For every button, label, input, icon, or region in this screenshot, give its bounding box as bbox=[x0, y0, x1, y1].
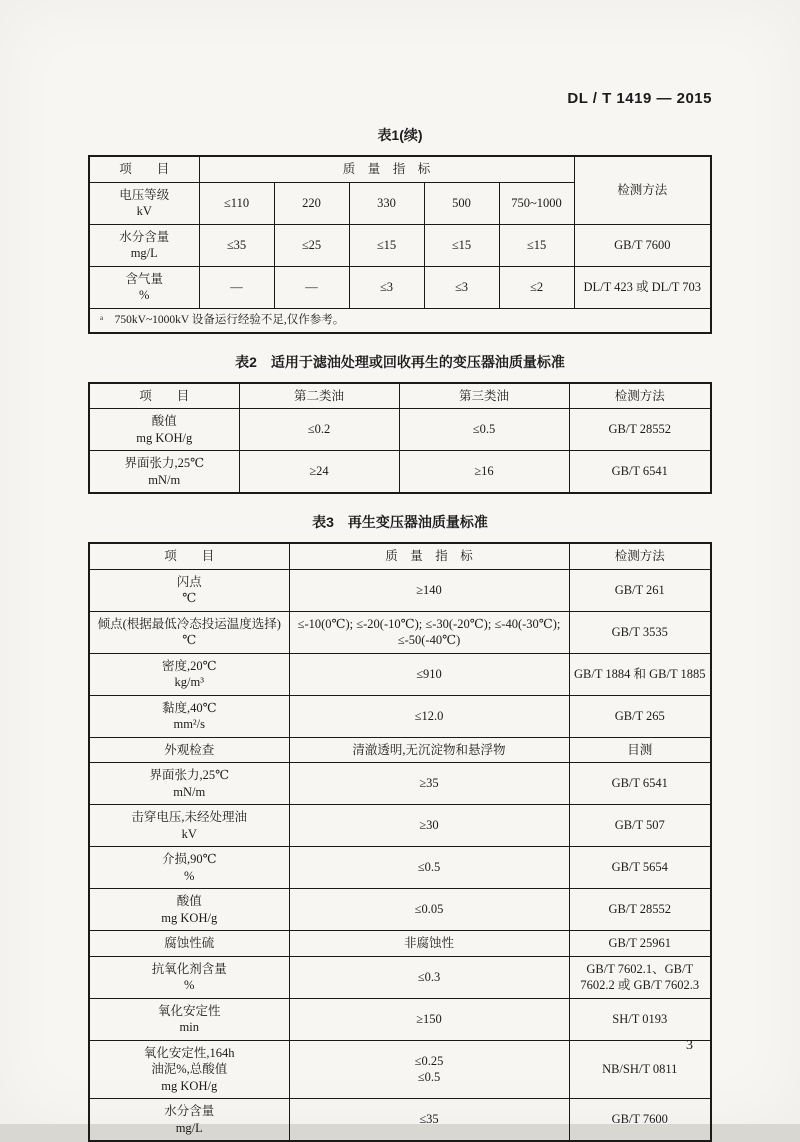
row-method: GB/T 3535 bbox=[569, 611, 711, 653]
row-value: ≥16 bbox=[399, 451, 569, 494]
table-row bbox=[89, 931, 711, 957]
table1-foot bbox=[89, 308, 711, 333]
row-label: 闪点 ℃ bbox=[89, 569, 289, 611]
row-label: 介损,90℃ % bbox=[89, 847, 289, 889]
row-label: 氧化安定性,164h 油泥%,总酸值 mg KOH/g bbox=[89, 1040, 289, 1099]
table1-footnote: ᵃ 750kV~1000kV 设备运行经验不足,仅作参考。 bbox=[89, 308, 711, 333]
table-row bbox=[89, 266, 711, 308]
table1-header-item: 项 目 bbox=[89, 156, 199, 182]
table-row bbox=[89, 451, 711, 494]
table-row bbox=[89, 763, 711, 805]
row-method: DL/T 423 或 DL/T 703 bbox=[574, 266, 711, 308]
table1-caption: 表1(续) bbox=[377, 127, 423, 143]
table1-voltage-label: 电压等级 kV bbox=[89, 182, 199, 224]
row-method: GB/T 25961 bbox=[569, 931, 711, 957]
table1-voltage-value: 750~1000 bbox=[499, 182, 574, 224]
table1 bbox=[88, 155, 712, 334]
table1-body bbox=[89, 224, 711, 308]
row-value: 清澈透明,无沉淀物和悬浮物 bbox=[289, 737, 569, 763]
row-value: ≤0.25 ≤0.5 bbox=[289, 1040, 569, 1099]
table2-body bbox=[89, 409, 711, 494]
row-value: ≤25 bbox=[274, 224, 349, 266]
row-method: GB/T 507 bbox=[569, 805, 711, 847]
row-method: GB/T 6541 bbox=[569, 763, 711, 805]
row-method: GB/T 6541 bbox=[569, 451, 711, 494]
row-label: 氧化安定性 min bbox=[89, 998, 289, 1040]
table1-header-method: 检测方法 bbox=[574, 156, 711, 224]
table2 bbox=[88, 382, 712, 495]
table2-head bbox=[89, 383, 711, 409]
row-value: ≤3 bbox=[424, 266, 499, 308]
row-method: GB/T 5654 bbox=[569, 847, 711, 889]
table2-header-method: 检测方法 bbox=[569, 383, 711, 409]
table3-body bbox=[89, 569, 711, 1141]
row-method: GB/T 1884 和 GB/T 1885 bbox=[569, 653, 711, 695]
row-value: — bbox=[199, 266, 274, 308]
table2-header-item: 项 目 bbox=[89, 383, 239, 409]
table3-caption: 表3 再生变压器油质量标准 bbox=[312, 514, 488, 531]
row-value: ≤0.5 bbox=[399, 409, 569, 451]
row-value: ≤15 bbox=[424, 224, 499, 266]
row-value: ≤35 bbox=[289, 1099, 569, 1142]
row-value: ≤12.0 bbox=[289, 695, 569, 737]
row-label: 界面张力,25℃ mN/m bbox=[89, 451, 239, 494]
row-value: ≥24 bbox=[239, 451, 399, 494]
table1-voltage-value: 500 bbox=[424, 182, 499, 224]
row-value: ≥30 bbox=[289, 805, 569, 847]
row-value: ≤-10(0℃); ≤-20(-10℃); ≤-30(-20℃); ≤-40(-30℃); ≤-50(-40℃) bbox=[289, 611, 569, 653]
row-label: 腐蚀性硫 bbox=[89, 931, 289, 957]
row-label: 酸值 mg KOH/g bbox=[89, 889, 289, 931]
table1-voltage-value: ≤110 bbox=[199, 182, 274, 224]
row-label: 界面张力,25℃ mN/m bbox=[89, 763, 289, 805]
page-number: 3 bbox=[686, 1038, 693, 1053]
table3-header-item: 项 目 bbox=[89, 543, 289, 569]
row-value: ≤15 bbox=[499, 224, 574, 266]
table-row bbox=[89, 409, 711, 451]
row-method: GB/T 7600 bbox=[574, 224, 711, 266]
table1-header-row bbox=[89, 156, 711, 182]
row-label: 抗氧化剂含量 % bbox=[89, 956, 289, 998]
row-method: GB/T 28552 bbox=[569, 889, 711, 931]
row-label: 酸值 mg KOH/g bbox=[89, 409, 239, 451]
table-row bbox=[89, 998, 711, 1040]
table-row bbox=[89, 805, 711, 847]
table-row bbox=[89, 847, 711, 889]
table-row bbox=[89, 569, 711, 611]
row-method: GB/T 261 bbox=[569, 569, 711, 611]
table-row bbox=[89, 1099, 711, 1142]
row-value: ≤0.3 bbox=[289, 956, 569, 998]
table1-voltage-value: 220 bbox=[274, 182, 349, 224]
row-label: 水分含量 mg/L bbox=[89, 1099, 289, 1142]
row-value: ≤15 bbox=[349, 224, 424, 266]
row-label: 黏度,40℃ mm²/s bbox=[89, 695, 289, 737]
row-label: 外观检查 bbox=[89, 737, 289, 763]
row-value: ≤0.2 bbox=[239, 409, 399, 451]
row-value: ≤35 bbox=[199, 224, 274, 266]
table-row bbox=[89, 653, 711, 695]
row-method: SH/T 0193 bbox=[569, 998, 711, 1040]
table-row bbox=[89, 611, 711, 653]
row-label: 水分含量 mg/L bbox=[89, 224, 199, 266]
table2-caption: 表2 适用于滤油处理或回收再生的变压器油质量标准 bbox=[235, 353, 565, 370]
row-value: ≥35 bbox=[289, 763, 569, 805]
row-label: 击穿电压,未经处理油 kV bbox=[89, 805, 289, 847]
table3 bbox=[88, 542, 712, 1142]
row-method: NB/SH/T 0811 bbox=[569, 1040, 711, 1099]
row-value: ≤0.5 bbox=[289, 847, 569, 889]
table-row bbox=[89, 695, 711, 737]
row-value: ≥150 bbox=[289, 998, 569, 1040]
row-value: ≤2 bbox=[499, 266, 574, 308]
row-value: ≤3 bbox=[349, 266, 424, 308]
row-value: 非腐蚀性 bbox=[289, 931, 569, 957]
table1-head bbox=[89, 156, 711, 224]
table-row bbox=[89, 224, 711, 266]
table2-header-row bbox=[89, 383, 711, 409]
table2-header-type2: 第二类油 bbox=[239, 383, 399, 409]
table1-footnote-row bbox=[89, 308, 711, 333]
row-method: GB/T 7602.1、GB/T 7602.2 或 GB/T 7602.3 bbox=[569, 956, 711, 998]
row-value: ≤0.05 bbox=[289, 889, 569, 931]
row-label: 密度,20℃ kg/m³ bbox=[89, 653, 289, 695]
row-method: GB/T 265 bbox=[569, 695, 711, 737]
table1-header-quality: 质 量 指 标 bbox=[199, 156, 574, 182]
row-value: ≥140 bbox=[289, 569, 569, 611]
table2-header-type3: 第三类油 bbox=[399, 383, 569, 409]
table-row bbox=[89, 1040, 711, 1099]
table-row bbox=[89, 737, 711, 763]
table1-voltage-value: 330 bbox=[349, 182, 424, 224]
table3-header-quality: 质 量 指 标 bbox=[289, 543, 569, 569]
row-method: GB/T 7600 bbox=[569, 1099, 711, 1142]
table-row bbox=[89, 956, 711, 998]
table-row bbox=[89, 889, 711, 931]
table3-header-method: 检测方法 bbox=[569, 543, 711, 569]
table3-head bbox=[89, 543, 711, 569]
row-method: 目测 bbox=[569, 737, 711, 763]
doc-number: DL / T 1419 — 2015 bbox=[567, 90, 712, 107]
table3-header-row bbox=[89, 543, 711, 569]
row-value: — bbox=[274, 266, 349, 308]
row-label: 倾点(根据最低冷态投运温度选择) ℃ bbox=[89, 611, 289, 653]
row-label: 含气量 % bbox=[89, 266, 199, 308]
row-method: GB/T 28552 bbox=[569, 409, 711, 451]
row-value: ≤910 bbox=[289, 653, 569, 695]
